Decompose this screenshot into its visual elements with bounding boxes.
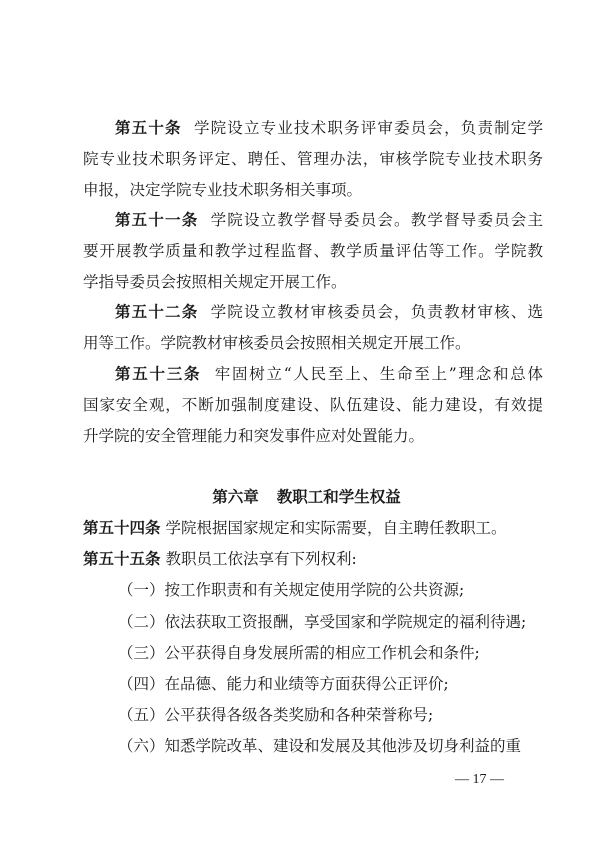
paragraph-line: 国家安全观，不断加强制度建设、队伍建设、能力建设，有效提 xyxy=(83,396,543,414)
article-label: 第五十三条 xyxy=(115,365,202,383)
page-number: — 17 — xyxy=(455,772,504,787)
article-text: 教职员工依法享有下列权利: xyxy=(165,550,357,568)
article-label: 第五十二条 xyxy=(115,303,199,321)
chapter-heading xyxy=(0,487,613,507)
list-item: （六）知悉学院改革、建设和发展及其他涉及切身利益的重 xyxy=(118,737,522,755)
list-item: （五）公平获得各级各类奖励和各种荣誉称号; xyxy=(118,706,434,724)
paragraph-line xyxy=(83,118,543,138)
article-text: 学院设立教学督导委员会。教学督导委员会主 xyxy=(210,211,543,229)
paragraph-line: 用等工作。学院教材审核委员会按照相关规定开展工作。 xyxy=(83,334,471,352)
paragraph-line xyxy=(83,364,543,384)
list-item: （四）在品德、能力和业绩等方面获得公正评价; xyxy=(118,675,449,693)
article-label: 第五十五条 xyxy=(83,550,161,568)
article-text: 学院设立教材审核委员会，负责教材审核、选 xyxy=(210,303,543,321)
chapter-title: 教职工和学生权益 xyxy=(276,488,401,506)
paragraph-line xyxy=(83,302,543,322)
list-item: （二）依法获取工资报酬，享受国家和学院规定的福利待遇; xyxy=(118,613,527,631)
list-item: （三）公平获得自身发展所需的相应工作机会和条件; xyxy=(118,644,480,662)
paragraph-line: 申报，决定学院专业技术职务相关事项。 xyxy=(83,181,363,199)
chapter-number: 第六章 xyxy=(212,488,259,506)
paragraph-line: 学指导委员会按照相关规定开展工作。 xyxy=(83,273,347,291)
article-label: 第五十四条 xyxy=(83,519,161,537)
article-label: 第五十条 xyxy=(115,119,182,137)
paragraph-line xyxy=(83,210,543,230)
article-text: 学院根据国家规定和实际需要，自主聘任教职工。 xyxy=(165,519,507,537)
article-text: 学院设立专业技术职务评审委员会，负责制定学 xyxy=(193,119,543,137)
paragraph-line xyxy=(83,518,543,538)
paragraph-line: 要开展教学质量和教学过程监督、教学质量评估等工作。学院教 xyxy=(83,242,543,260)
list-item: （一）按工作职责和有关规定使用学院的公共资源; xyxy=(118,581,465,599)
paragraph-line: 升学院的安全管理能力和突发事件应对处置能力。 xyxy=(83,427,425,445)
article-label: 第五十一条 xyxy=(115,211,199,229)
article-text: 牢固树立“人民至上、生命至上”理念和总体 xyxy=(214,365,543,383)
paragraph-line: 院专业技术职务评定、聘任、管理办法，审核学院专业技术职务 xyxy=(83,150,543,168)
paragraph-line xyxy=(83,549,543,569)
